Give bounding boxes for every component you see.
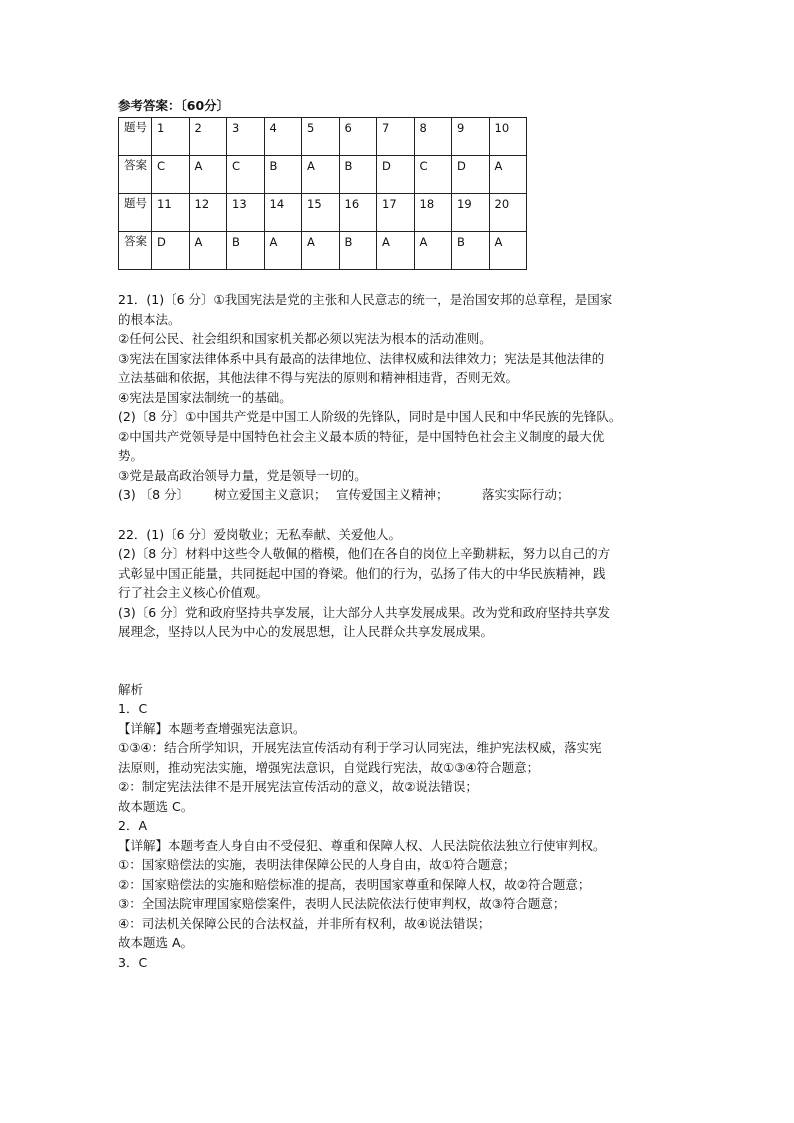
text-line: (3)〔6 分〕党和政府坚持共享发展，让大部分人共享发展成果。改为党和政府坚持共享发 [118, 604, 611, 620]
row-header-cell: 题号 [119, 194, 152, 232]
table-cell [264, 118, 302, 156]
table-cell [227, 232, 265, 270]
cell-value: B [457, 235, 465, 249]
table-cell [489, 194, 527, 232]
cell-value: 11 [157, 197, 172, 211]
cell-value: 14 [269, 197, 285, 211]
cell-value: 16 [344, 197, 360, 211]
cell-value: 7 [382, 121, 390, 135]
table-row [119, 156, 527, 194]
text-line: (2)〔8 分〕材料中这些令人敬佩的楷模，他们在各自的岗位上辛勤耕耘，努力以自己的方 [118, 546, 611, 561]
table-row [119, 232, 527, 270]
cell-value: C [232, 159, 241, 173]
question-22-answer [118, 525, 678, 642]
table-cell [189, 194, 227, 232]
text-line: 3．C [118, 954, 148, 970]
text-line: 法原则，推动宪法实施，增强宪法意识，自觉践行宪法，故①③④符合题意； [118, 759, 540, 775]
text-line: 故本题选 A。 [118, 935, 194, 950]
q21-part3-line [118, 485, 678, 505]
table-cell [452, 232, 490, 270]
cell-value: 18 [419, 197, 435, 211]
text-line: ③党是最高政治领导力量，党是领导一切的。 [118, 467, 367, 483]
cell-value: D [157, 235, 166, 249]
cell-value: A [269, 235, 278, 249]
text-line: 故本题选 C。 [118, 798, 194, 814]
cell-value: C [157, 159, 166, 173]
table-cell [152, 232, 190, 270]
table-cell [377, 194, 415, 232]
table-cell [152, 118, 190, 156]
table-cell [414, 232, 452, 270]
analysis-section [118, 680, 678, 973]
text-line: 式彰显中国正能量，共同挺起中国的脊梁。他们的行为，弘扬了伟大的中华民族精神，践 [118, 565, 606, 581]
text-line: 2．A [118, 818, 148, 833]
part3-item: 树立爱国主义意识； [213, 487, 327, 502]
text-line: 22．(1)〔6 分〕爱岗敬业；无私奉献、关爱他人。 [118, 526, 402, 542]
cell-value: B [269, 159, 278, 173]
table-cell [489, 156, 527, 194]
table-cell [189, 118, 227, 156]
text-line: 【详解】本题考查增强宪法意识。 [118, 720, 306, 736]
text-line: ①③④：结合所学知识，开展宪法宣传活动有利于学习认同宪法，维护宪法权威，落实宪 [118, 740, 602, 755]
table-cell [377, 156, 415, 194]
cell-value: C [419, 159, 428, 173]
cell-value: A [494, 235, 503, 249]
cell-value: B [344, 235, 353, 249]
text-line: 行了社会主义核心价值观。 [118, 585, 269, 600]
cell-value: A [419, 235, 428, 249]
table-cell [414, 156, 452, 194]
cell-value: 20 [494, 197, 510, 211]
cell-value: 6 [344, 121, 352, 135]
table-cell [264, 194, 302, 232]
table-cell [452, 118, 490, 156]
cell-value: A [494, 159, 503, 173]
part3-item: 落实实际行动； [481, 487, 570, 502]
cell-value: D [457, 159, 466, 173]
table-cell [264, 232, 302, 270]
table-cell [339, 232, 377, 270]
cell-value: A [194, 159, 203, 173]
table-cell [227, 118, 265, 156]
text-line: 1．C [118, 701, 148, 716]
part3-item: 宣传爱国主义精神； [335, 487, 449, 502]
table-cell [152, 194, 190, 232]
text-line: ③：全国法院审理国家赔偿案件，表明人民法院依法行使审判权，故③符合题意； [118, 896, 566, 911]
table-cell [489, 118, 527, 156]
cell-value: B [232, 235, 240, 249]
table-row [119, 194, 527, 232]
text-line: 的根本法。 [118, 311, 181, 327]
table-cell [452, 194, 490, 232]
cell-value: A [307, 235, 315, 249]
text-line: ②：国家赔偿法的实施和赔偿标准的提高，表明国家尊重和保障人权，故②符合题意； [118, 876, 591, 892]
cell-value: 10 [494, 121, 510, 135]
table-cell [227, 194, 265, 232]
table-cell [489, 232, 527, 270]
table-cell [302, 194, 340, 232]
text-line: 立法基础和依据，其他法律不得与宪法的原则和精神相违背，否则无效。 [118, 370, 519, 385]
cell-value: 1 [157, 121, 165, 135]
row-header-cell: 题号 [119, 118, 152, 156]
cell-value: 8 [419, 121, 427, 135]
answer-table [118, 117, 527, 270]
cell-value: 13 [232, 197, 247, 211]
cell-value: 2 [194, 121, 202, 135]
table-cell [264, 156, 302, 194]
row-header-cell: 答案 [119, 232, 152, 270]
text-line: 21．(1)〔6 分〕①我国宪法是党的主张和人民意志的统一，是治国安邦的总章程，是国家 [118, 292, 613, 307]
analysis-heading: 解析 [118, 681, 144, 697]
text-line: 【详解】本题考查人身自由不受侵犯、尊重和保障人权、人民法院依法独立行使审判权。 [118, 837, 606, 853]
text-line: ③宪法在国家法律体系中具有最高的法律地位、法律权威和法律效力；宪法是其他法律的 [118, 350, 605, 366]
cell-value: A [307, 159, 315, 173]
cell-value: 9 [457, 121, 465, 135]
cell-value: B [344, 159, 353, 173]
cell-value: 12 [194, 197, 210, 211]
table-cell [302, 232, 340, 270]
table-cell [414, 194, 452, 232]
cell-value: 17 [382, 197, 397, 211]
table-cell [302, 118, 340, 156]
cell-value: D [382, 159, 391, 173]
text-line: 势。 [118, 448, 144, 463]
cell-value: 4 [269, 121, 277, 135]
cell-value: 3 [232, 121, 240, 135]
text-line: 展理念，坚持以人民为中心的发展思想，让人民群众共享发展成果。 [118, 624, 494, 639]
table-cell [339, 156, 377, 194]
text-line: ②任何公民、社会组织和国家机关都必须以宪法为根本的活动准则。 [118, 331, 492, 346]
cell-value: 5 [307, 121, 315, 135]
answer-document [118, 95, 678, 972]
table-cell [152, 156, 190, 194]
table-cell [227, 156, 265, 194]
question-21-answer [118, 290, 678, 505]
text-line: ①：国家赔偿法的实施，表明法律保障公民的人身自由，故①符合题意； [118, 857, 516, 872]
cell-value: A [194, 235, 203, 249]
table-cell [414, 118, 452, 156]
cell-value: 15 [307, 197, 322, 211]
answer-heading: 参考答案：〔60分〕 [118, 98, 230, 113]
table-cell [189, 232, 227, 270]
cell-value: A [382, 235, 390, 249]
text-line: ②：制定宪法法律不是开展宪法宣传活动的意义，故②说法错误； [118, 779, 478, 794]
text-line: ④宪法是国家法制统一的基础。 [118, 389, 292, 405]
table-row [119, 118, 527, 156]
part3-label: (3) 〔8 分〕 [118, 487, 190, 502]
text-line: ④：司法机关保障公民的合法权益，并非所有权利，故④说法错误； [118, 915, 491, 931]
text-line: ②中国共产党领导是中国特色社会主义最本质的特征，是中国特色社会主义制度的最大优 [118, 428, 605, 444]
table-cell [189, 156, 227, 194]
cell-value: 19 [457, 197, 472, 211]
table-cell [339, 118, 377, 156]
table-cell [302, 156, 340, 194]
table-cell [377, 232, 415, 270]
row-header-cell: 答案 [119, 156, 152, 194]
table-cell [452, 156, 490, 194]
text-line: (2)〔8 分〕①中国共产党是中国工人阶级的先锋队，同时是中国人民和中华民族的先锋队。 [118, 409, 622, 424]
table-cell [339, 194, 377, 232]
table-cell [377, 118, 415, 156]
